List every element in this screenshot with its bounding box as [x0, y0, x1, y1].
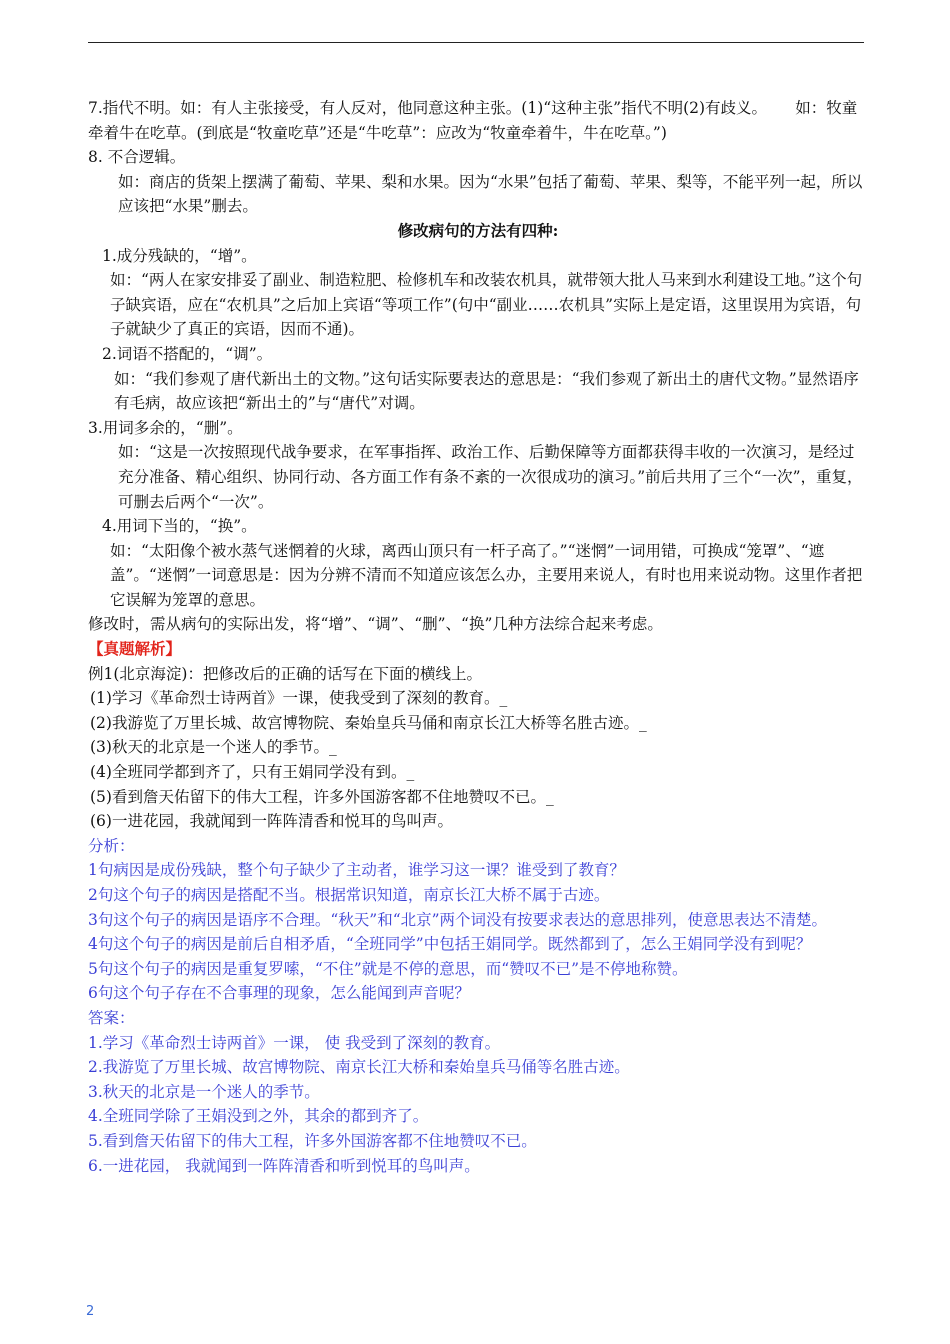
exam-heading: 【真题解析】 — [88, 639, 182, 659]
header-rule — [88, 42, 864, 43]
answer-item: 5.看到詹天佑留下的伟大工程，许多外国游客都不住地赞叹不已。 — [88, 1131, 537, 1150]
page-content — [88, 96, 868, 1178]
answer-item: 6.一进花园， 我就闻到一阵阵清香和听到悦耳的鸟叫声。 — [88, 1156, 480, 1175]
analysis-item: 5句这个句子的病因是重复罗嗦，“不住”就是不停的意思，而“赞叹不已”是不停地称赞。 — [88, 959, 688, 978]
analysis-item: 2句这个句子的病因是搭配不当。根据常识知道，南京长江大桥不属于古迹。 — [88, 886, 610, 904]
answer-item: 2.我游览了万里长城、故宫博物院、南京长江大桥和秦始皇兵马俑等名胜古迹。 — [88, 1058, 630, 1077]
method-1: 1.成分残缺的，“增”。 — [102, 246, 257, 265]
method-4: 4.用词下当的，“换”。 — [102, 517, 257, 536]
answer-item: 1.学习《革命烈士诗两首》一课， 使 我受到了深刻的教育。 — [88, 1033, 501, 1052]
question-item: (3)秋天的北京是一个迷人的季节。_ — [90, 738, 337, 757]
question-item: (4)全班同学都到齐了，只有王娟同学没有到。_ — [90, 763, 415, 782]
methods-summary: 修改时，需从病句的实际出发，将“增”、“调”、“删”、“换”几种方法综合起来考虑。 — [88, 615, 663, 634]
rule-7: 7.指代不明。如：有人主张接受，有人反对，他同意这种主张。(1)“这种主张”指代不明(2)有歧义。 如：牧童牵着牛在吃草。(到底是“牧童吃草”还是“牛吃草”：应改为“牧童牵着牛，牛在吃草。”) — [88, 99, 858, 142]
question-item: (2)我游览了万里长城、故宫博物院、秦始皇兵马俑和南京长江大桥等名胜古迹。_ — [90, 713, 647, 732]
analysis-label: 分析： — [88, 836, 135, 855]
answer-label: 答案： — [88, 1008, 135, 1027]
method-3-example: 如：“这是一次按照现代战争要求，在军事指挥、政治工作、后勤保障等方面都获得丰收的一次演习，是经过充分准备、精心组织、协同行动、各方面工作有条不紊的一次很成功的演习。”前后共用了三个“一次”，重复，可删去后两个“一次”。 — [118, 443, 863, 511]
question-item: (1)学习《革命烈士诗两首》一课，使我受到了深刻的教育。_ — [90, 689, 508, 708]
analysis-item: 4句这个句子的病因是前后自相矛盾，“全班同学”中包括王娟同学。既然都到了，怎么王娟同学没有到呢？ — [88, 935, 812, 954]
method-2-example: 如：“我们参观了唐代新出土的文物。”这句话实际要表达的意思是：“我们参观了新出土的唐代文物。”显然语序有毛病，故应该把“新出土的”与“唐代”对调。 — [114, 369, 859, 413]
method-4-example: 如：“太阳像个被水蒸气迷惘着的火球，离西山顶只有一杆子高了。”“迷惘”一词用错，可换成“笼罩”、“遮盖”。“迷惘”一词意思是：因为分辨不清而不知道应该怎么办，主要用来说人，有时也用来说动物。这里作者把它误解为笼罩的意思。 — [110, 541, 863, 609]
answer-item: 4.全班同学除了王娟没到之外，其余的都到齐了。 — [88, 1107, 429, 1126]
methods-title: 修改病句的方法有四种: — [397, 220, 559, 240]
question-item: (5)看到詹天佑留下的伟大工程，许多外国游客都不住地赞叹不已。_ — [90, 787, 554, 806]
analysis-item: 3句这个句子的病因是语序不合理。“秋天”和“北京”两个词没有按要求表达的意思排列，使意思表达不清楚。 — [88, 910, 828, 929]
rule-8-example: 如：商店的货架上摆满了葡萄、苹果、梨和水果。因为“水果”包括了葡萄、苹果、梨等，不能平列一起，所以应该把“水果”删去。 — [118, 172, 863, 216]
analysis-item: 1句病因是成份残缺，整个句子缺少了主动者，谁学习这一课？谁受到了教育？ — [88, 861, 625, 880]
rule-8: 8. 不合逻辑。 — [88, 148, 186, 167]
page-number: 2 — [86, 1304, 95, 1319]
method-3: 3.用词多余的，“删”。 — [88, 418, 243, 437]
answer-item: 3.秋天的北京是一个迷人的季节。 — [88, 1082, 320, 1101]
question-item: (6)一进花园，我就闻到一阵阵清香和悦耳的鸟叫声。 — [90, 812, 453, 831]
method-2: 2.词语不搭配的，“调”。 — [102, 344, 273, 363]
analysis-item: 6句这个句子存在不合事理的现象，怎么能闻到声音呢？ — [88, 984, 470, 1003]
exam-intro: 例1(北京海淀)：把修改后的正确的话写在下面的横线上。 — [88, 664, 482, 683]
method-1-example: 如：“两人在家安排妥了副业、制造粒肥、检修机车和改装农机具，就带领大批人马来到水利建设工地。”这个句子缺宾语，应在“农机具”之后加上宾语“等项工作”(句中“副业……农机具”实际上是定语，这里误用为宾语，句子就缺少了真正的宾语，因而不通)。 — [110, 271, 863, 339]
